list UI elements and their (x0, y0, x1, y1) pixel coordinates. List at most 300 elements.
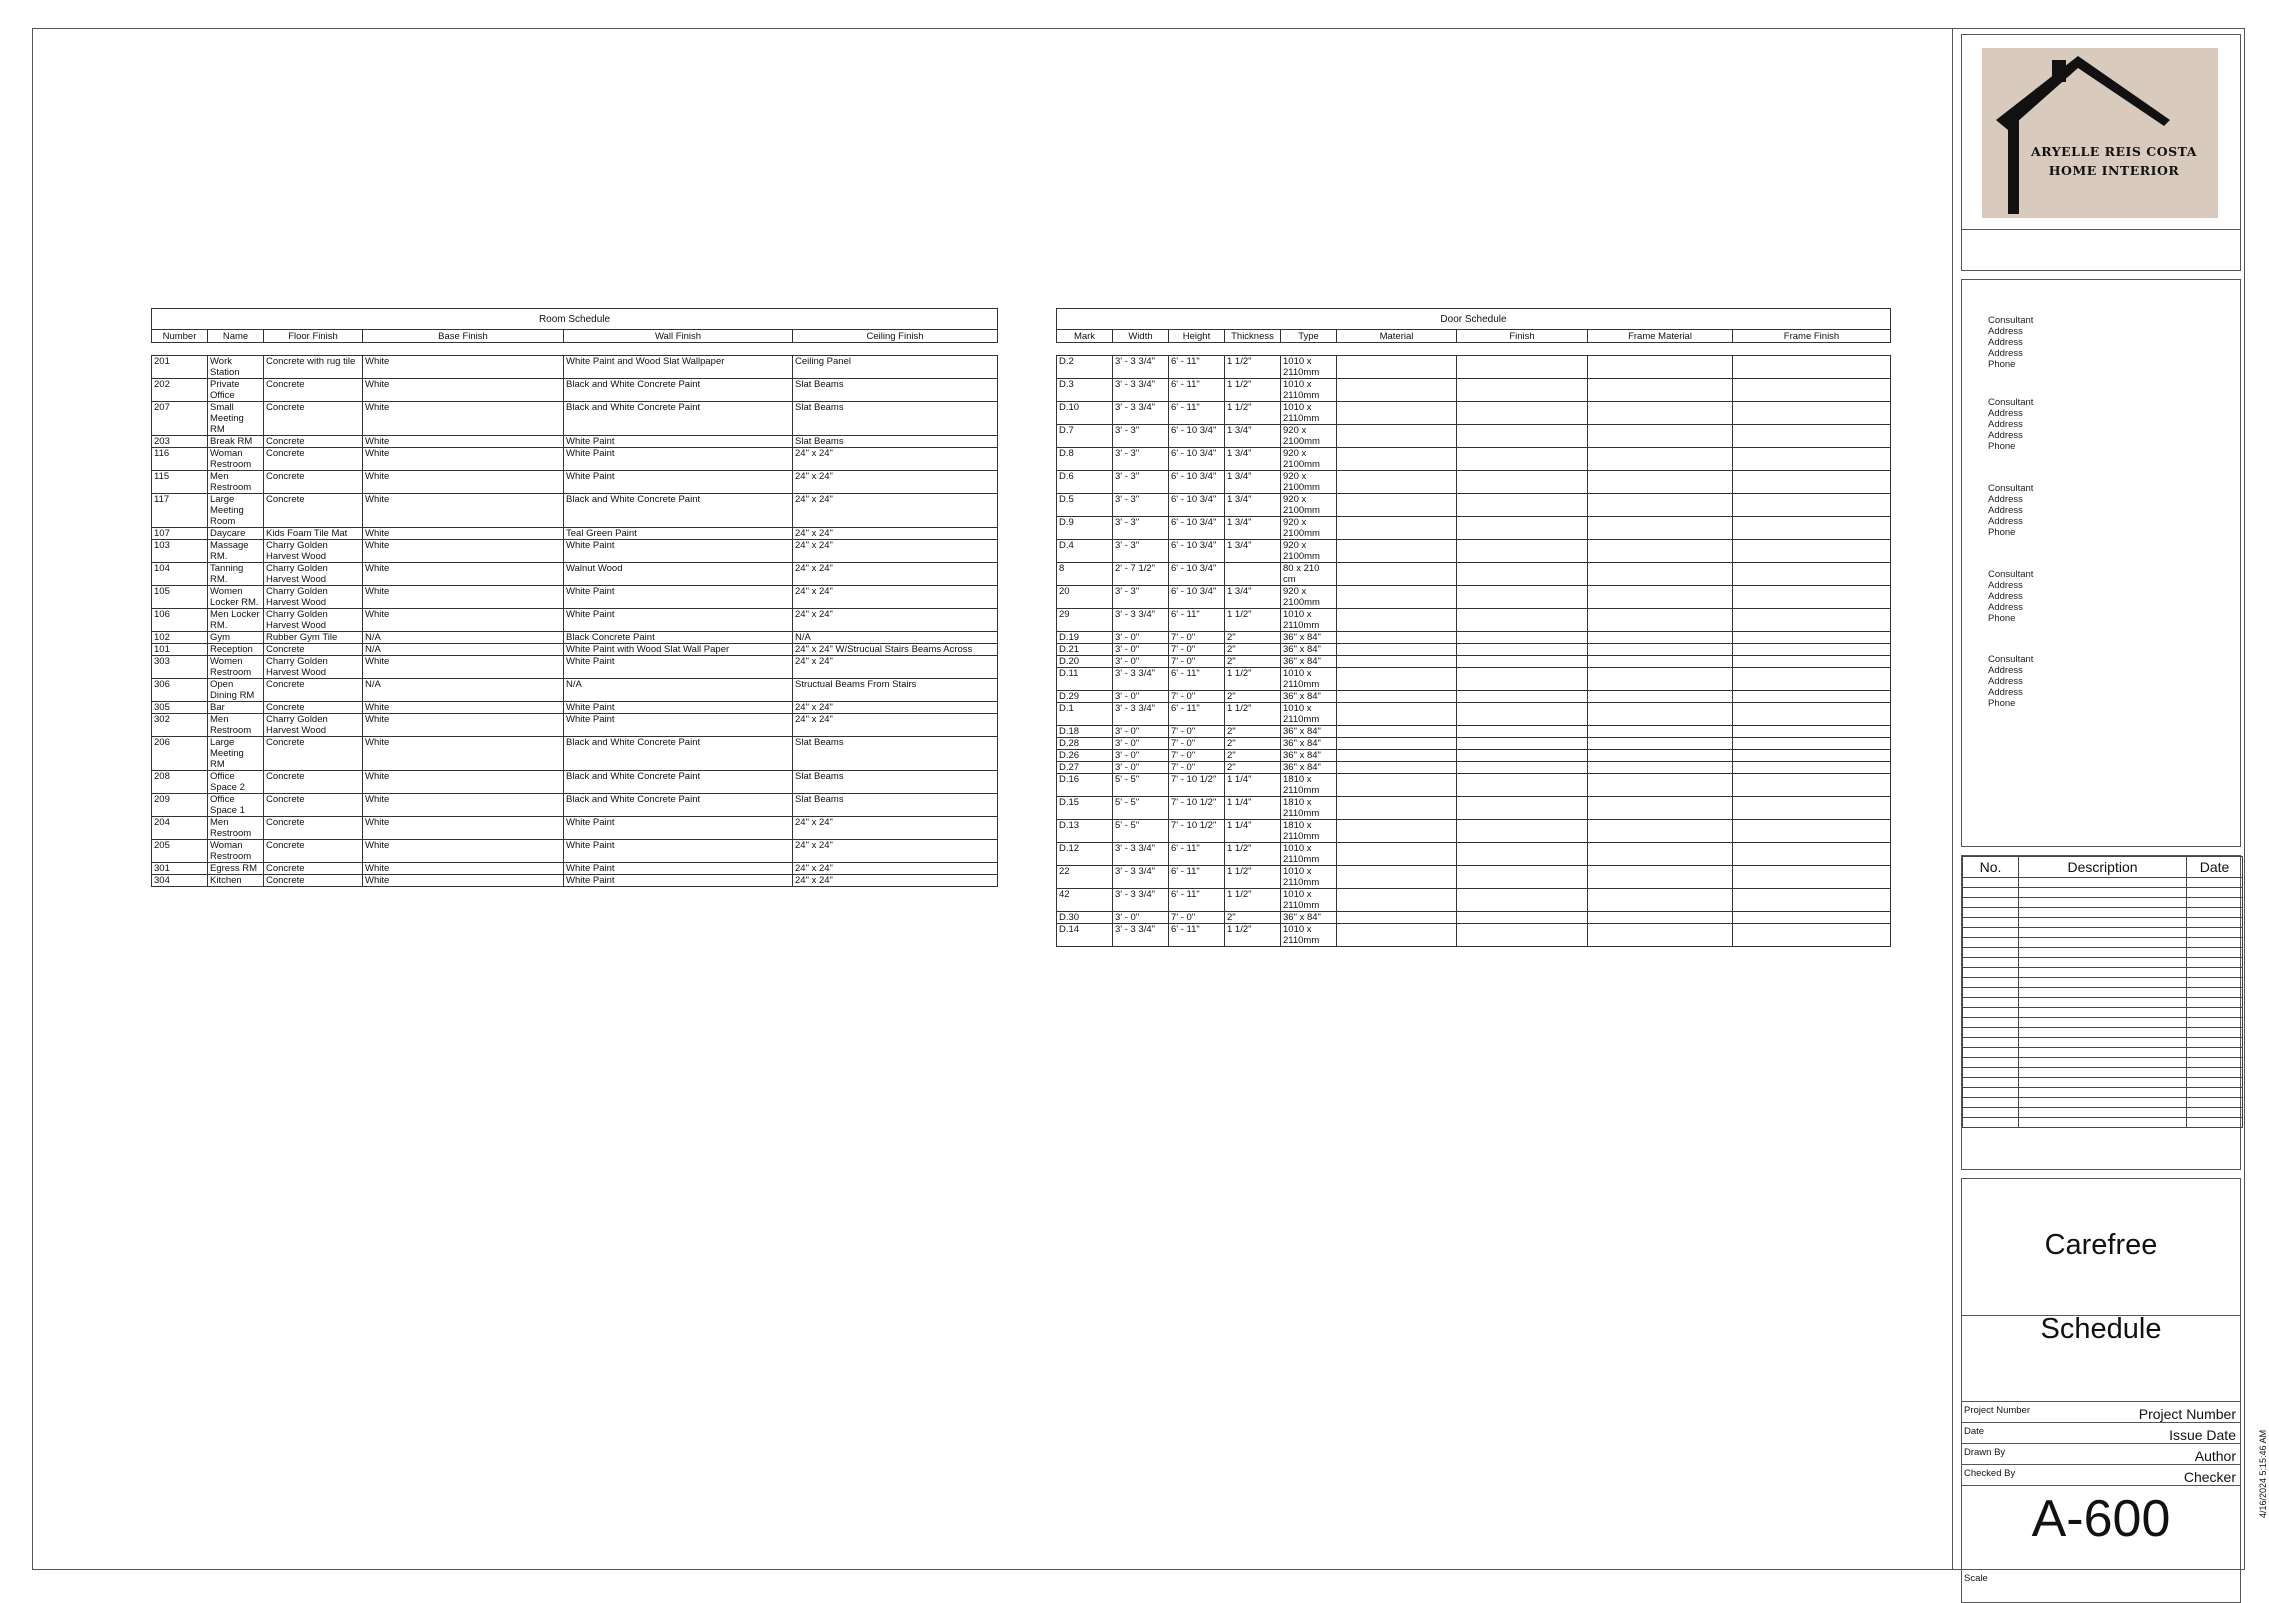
table-cell: D.12 (1057, 843, 1113, 866)
table-cell: White (363, 563, 564, 586)
revision-cell (1963, 928, 2019, 938)
revision-cell (2019, 968, 2187, 978)
table-cell (1588, 889, 1733, 912)
revision-row (1963, 1088, 2243, 1098)
revisions-panel (1961, 855, 2241, 1170)
table-cell: Woman Restroom (208, 448, 264, 471)
table-cell (1337, 494, 1457, 517)
table-cell: D.19 (1057, 632, 1113, 644)
table-cell: White (363, 471, 564, 494)
consultant-block (1988, 397, 2033, 452)
table-cell (1457, 726, 1588, 738)
revision-cell (2187, 988, 2243, 998)
table-cell: 36" x 84" (1281, 644, 1337, 656)
revision-cell (1963, 1008, 2019, 1018)
table-cell: 36" x 84" (1281, 912, 1337, 924)
table-cell: 24" x 24" (793, 609, 998, 632)
room-row (152, 771, 998, 794)
table-cell: 1 1/2" (1225, 889, 1281, 912)
room-schedule-title: Room Schedule (152, 309, 998, 330)
revisions-body (1963, 878, 2243, 1128)
table-cell (1588, 726, 1733, 738)
table-cell: D.20 (1057, 656, 1113, 668)
table-cell: 7' - 0" (1169, 726, 1225, 738)
table-cell: 303 (152, 656, 208, 679)
table-cell: 1810 x 2110mm (1281, 774, 1337, 797)
table-cell: 2" (1225, 762, 1281, 774)
table-cell (1733, 750, 1891, 762)
table-cell: Concrete (264, 379, 363, 402)
table-cell: D.8 (1057, 448, 1113, 471)
door-row (1057, 644, 1891, 656)
table-cell: Slat Beams (793, 436, 998, 448)
table-cell: 117 (152, 494, 208, 528)
table-cell: Black and White Concrete Paint (564, 737, 793, 771)
table-cell: D.11 (1057, 668, 1113, 691)
room-schedule-table (151, 308, 998, 887)
date-value: Issue Date (2169, 1427, 2236, 1443)
revision-cell (2019, 888, 2187, 898)
table-cell: 7' - 0" (1169, 632, 1225, 644)
table-cell: D.27 (1057, 762, 1113, 774)
table-cell: Concrete with rug tile (264, 356, 363, 379)
table-cell: 24" x 24" (793, 563, 998, 586)
table-cell: White Paint (564, 448, 793, 471)
table-cell (1337, 402, 1457, 425)
table-cell: 6' - 10 3/4" (1169, 471, 1225, 494)
table-cell: 6' - 11" (1169, 924, 1225, 947)
table-cell (1588, 540, 1733, 563)
table-cell: 5' - 5" (1113, 820, 1169, 843)
table-cell: 1 3/4" (1225, 494, 1281, 517)
table-cell (1457, 356, 1588, 379)
revision-cell (1963, 1088, 2019, 1098)
consultant-phone: Phone (1988, 441, 2016, 452)
checked-by-label: Checked By (1964, 1468, 2016, 1479)
table-cell: 1 3/4" (1225, 448, 1281, 471)
consultant-name: Consultant (1988, 315, 2034, 326)
revision-row (1963, 928, 2243, 938)
table-cell: D.14 (1057, 924, 1113, 947)
table-cell: 6' - 10 3/4" (1169, 448, 1225, 471)
door-row (1057, 820, 1891, 843)
table-cell: Work Station (208, 356, 264, 379)
door-schedule-header-row (1057, 330, 1891, 343)
table-cell: White (363, 540, 564, 563)
door-row (1057, 762, 1891, 774)
room-row (152, 586, 998, 609)
room-row (152, 609, 998, 632)
table-cell (1588, 750, 1733, 762)
project-name: Carefree (2044, 1229, 2158, 1261)
table-cell (1588, 912, 1733, 924)
table-cell: 7' - 0" (1169, 691, 1225, 703)
table-cell: 115 (152, 471, 208, 494)
consultants-panel (1961, 279, 2241, 847)
revision-description-header: Description (2019, 857, 2187, 878)
revision-cell (2019, 1008, 2187, 1018)
revision-cell (1963, 908, 2019, 918)
revision-cell (2187, 1098, 2243, 1108)
table-cell: Open Dining RM (208, 679, 264, 702)
table-cell: 1010 x 2110mm (1281, 609, 1337, 632)
table-cell: 302 (152, 714, 208, 737)
room-row (152, 402, 998, 436)
table-cell (1337, 471, 1457, 494)
revision-cell (1963, 978, 2019, 988)
table-cell: White Paint (564, 609, 793, 632)
consultant-name: Consultant (1988, 569, 2034, 580)
table-cell: 3' - 3 3/4" (1113, 402, 1169, 425)
table-cell (1588, 924, 1733, 947)
table-cell: 1 1/2" (1225, 609, 1281, 632)
table-cell: 3' - 3" (1113, 517, 1169, 540)
revisions-table (1962, 856, 2243, 1128)
table-cell (1588, 797, 1733, 820)
table-cell: Office Space 2 (208, 771, 264, 794)
table-cell (1457, 644, 1588, 656)
table-cell: 7' - 10 1/2" (1169, 797, 1225, 820)
table-cell (1733, 762, 1891, 774)
door-row (1057, 866, 1891, 889)
table-cell (1337, 738, 1457, 750)
table-cell: D.29 (1057, 691, 1113, 703)
table-cell: Concrete (264, 771, 363, 794)
table-cell: White Paint (564, 540, 793, 563)
revision-cell (2187, 1118, 2243, 1128)
logo-tagline: HOME INTERIOR (2048, 163, 2180, 178)
table-cell: 36" x 84" (1281, 750, 1337, 762)
table-cell: 1010 x 2110mm (1281, 379, 1337, 402)
project-number-value: Project Number (2138, 1406, 2236, 1422)
table-cell: Slat Beams (793, 402, 998, 436)
title-block (1952, 28, 2245, 1584)
table-cell: 7' - 0" (1169, 750, 1225, 762)
table-cell: Black and White Concrete Paint (564, 379, 793, 402)
table-cell: 6' - 10 3/4" (1169, 494, 1225, 517)
table-cell: 3' - 3 3/4" (1113, 889, 1169, 912)
table-cell: Massage RM. (208, 540, 264, 563)
table-cell: 24" x 24" (793, 586, 998, 609)
table-cell (1337, 750, 1457, 762)
table-cell: White Paint with Wood Slat Wall Paper (564, 644, 793, 656)
table-cell: Concrete (264, 494, 363, 528)
table-cell: 6' - 11" (1169, 356, 1225, 379)
drawing-area (32, 28, 1952, 1570)
table-cell: 3' - 3" (1113, 425, 1169, 448)
table-cell: 36" x 84" (1281, 738, 1337, 750)
table-cell: 24" x 24" (793, 875, 998, 887)
revision-cell (1963, 1058, 2019, 1068)
table-cell: 24" x 24" (793, 702, 998, 714)
door-row (1057, 774, 1891, 797)
scale-label: Scale (1964, 1573, 1988, 1584)
consultant-address: Address (1988, 408, 2023, 419)
table-cell: 3' - 3 3/4" (1113, 924, 1169, 947)
table-cell: Walnut Wood (564, 563, 793, 586)
table-cell: Concrete (264, 448, 363, 471)
table-cell: D.5 (1057, 494, 1113, 517)
room-row (152, 702, 998, 714)
table-cell: Concrete (264, 737, 363, 771)
table-cell: Women Restroom (208, 656, 264, 679)
logo-panel (1961, 34, 2241, 229)
table-cell (1337, 609, 1457, 632)
table-cell: 3' - 0" (1113, 726, 1169, 738)
consultant-block (1988, 654, 2033, 709)
table-cell: 7' - 0" (1169, 644, 1225, 656)
table-cell: Concrete (264, 644, 363, 656)
table-cell: D.10 (1057, 402, 1113, 425)
table-cell: 6' - 10 3/4" (1169, 540, 1225, 563)
table-cell: White Paint (564, 863, 793, 875)
table-cell (1457, 738, 1588, 750)
revision-cell (2019, 988, 2187, 998)
room-schedule-header-row (152, 330, 998, 343)
table-cell: 1010 x 2110mm (1281, 703, 1337, 726)
room-row (152, 379, 998, 402)
table-cell (1733, 889, 1891, 912)
table-cell (1588, 425, 1733, 448)
door-row (1057, 517, 1891, 540)
room-row (152, 863, 998, 875)
table-cell: 103 (152, 540, 208, 563)
revision-cell (1963, 898, 2019, 908)
table-cell: Concrete (264, 863, 363, 875)
table-cell: 1 1/2" (1225, 866, 1281, 889)
table-cell (1733, 726, 1891, 738)
table-cell (1588, 356, 1733, 379)
revision-cell (2019, 1018, 2187, 1028)
revision-row (1963, 1038, 2243, 1048)
table-cell: 80 x 210 cm (1281, 563, 1337, 586)
table-cell: 3' - 0" (1113, 632, 1169, 644)
table-cell (1337, 448, 1457, 471)
project-info-panel (1961, 1178, 2241, 1603)
revision-cell (2187, 1048, 2243, 1058)
consultant-name: Consultant (1988, 654, 2034, 665)
table-cell: 1010 x 2110mm (1281, 889, 1337, 912)
table-cell (1457, 703, 1588, 726)
table-cell (1337, 668, 1457, 691)
table-cell (1588, 703, 1733, 726)
table-cell (1337, 703, 1457, 726)
table-cell (1225, 563, 1281, 586)
table-cell: Concrete (264, 436, 363, 448)
table-cell: 2" (1225, 738, 1281, 750)
table-cell: 24" x 24" (793, 540, 998, 563)
table-cell: Slat Beams (793, 379, 998, 402)
revision-row (1963, 998, 2243, 1008)
revision-cell (2019, 1108, 2187, 1118)
table-cell: Break RM (208, 436, 264, 448)
table-cell (1457, 540, 1588, 563)
table-cell (1588, 563, 1733, 586)
checked-by-row (1962, 1464, 2240, 1486)
table-cell (1457, 774, 1588, 797)
room-row (152, 528, 998, 540)
table-cell: 3' - 3 3/4" (1113, 379, 1169, 402)
table-cell: 1010 x 2110mm (1281, 356, 1337, 379)
table-cell: D.4 (1057, 540, 1113, 563)
table-cell (1588, 379, 1733, 402)
consultant-phone: Phone (1988, 698, 2016, 709)
consultant-address: Address (1988, 687, 2023, 698)
table-cell (1733, 609, 1891, 632)
revision-cell (1963, 1118, 2019, 1128)
revision-cell (2187, 1088, 2243, 1098)
door-row (1057, 540, 1891, 563)
revision-cell (2019, 948, 2187, 958)
revision-row (1963, 1078, 2243, 1088)
table-cell (1457, 750, 1588, 762)
table-cell: 3' - 3" (1113, 494, 1169, 517)
column-header: Material (1337, 330, 1457, 343)
table-cell (1337, 563, 1457, 586)
revision-cell (2187, 938, 2243, 948)
consultant-phone: Phone (1988, 527, 2016, 538)
column-header: Frame Finish (1733, 330, 1891, 343)
table-cell (1337, 586, 1457, 609)
table-cell: 202 (152, 379, 208, 402)
table-cell: 24" x 24" (793, 863, 998, 875)
table-cell (1457, 609, 1588, 632)
revision-cell (2019, 978, 2187, 988)
sheet-number: A-600 (2031, 1490, 2171, 1548)
revision-row (1963, 958, 2243, 968)
table-cell: D.28 (1057, 738, 1113, 750)
room-row (152, 632, 998, 644)
room-row (152, 714, 998, 737)
table-cell: White (363, 817, 564, 840)
door-row (1057, 691, 1891, 703)
table-cell: 20 (1057, 586, 1113, 609)
revision-cell (1963, 1048, 2019, 1058)
table-cell: White (363, 436, 564, 448)
table-cell (1588, 517, 1733, 540)
revision-row (1963, 908, 2243, 918)
project-number-label: Project Number (1964, 1405, 2030, 1416)
drawn-by-value: Author (2194, 1448, 2236, 1464)
column-header: Name (208, 330, 264, 343)
table-cell: White (363, 737, 564, 771)
revision-cell (2187, 978, 2243, 988)
table-cell: 3' - 0" (1113, 762, 1169, 774)
table-cell: 3' - 3 3/4" (1113, 356, 1169, 379)
table-cell: D.13 (1057, 820, 1113, 843)
table-cell: 920 x 2100mm (1281, 517, 1337, 540)
column-header: Thickness (1225, 330, 1281, 343)
table-cell: Charry Golden Harvest Wood (264, 563, 363, 586)
table-cell: 36" x 84" (1281, 691, 1337, 703)
table-cell: 1010 x 2110mm (1281, 843, 1337, 866)
table-cell (1337, 726, 1457, 738)
revision-cell (1963, 1078, 2019, 1088)
revision-cell (1963, 1038, 2019, 1048)
table-cell: Egress RM (208, 863, 264, 875)
checked-by-value: Checker (2183, 1469, 2236, 1485)
table-cell (1337, 517, 1457, 540)
table-cell: 36" x 84" (1281, 632, 1337, 644)
table-cell: White (363, 402, 564, 436)
table-cell: White Paint (564, 840, 793, 863)
room-row (152, 875, 998, 887)
table-cell: 1810 x 2110mm (1281, 820, 1337, 843)
room-row (152, 436, 998, 448)
column-header: Frame Material (1588, 330, 1733, 343)
table-cell: 24" x 24" W/Strucual Stairs Beams Across (793, 644, 998, 656)
room-schedule-body (152, 356, 998, 887)
table-cell: D.2 (1057, 356, 1113, 379)
table-cell: D.26 (1057, 750, 1113, 762)
revision-row (1963, 1108, 2243, 1118)
door-row (1057, 750, 1891, 762)
revision-cell (1963, 938, 2019, 948)
table-cell: White Paint (564, 436, 793, 448)
table-cell: 2" (1225, 691, 1281, 703)
table-cell: 6' - 11" (1169, 402, 1225, 425)
table-cell: D.7 (1057, 425, 1113, 448)
table-cell: 3' - 3" (1113, 540, 1169, 563)
revision-cell (2187, 1038, 2243, 1048)
table-cell: 207 (152, 402, 208, 436)
table-cell: 6' - 10 3/4" (1169, 563, 1225, 586)
table-cell: Bar (208, 702, 264, 714)
consultant-address: Address (1988, 505, 2023, 516)
table-cell: Rubber Gym Tile (264, 632, 363, 644)
table-cell: 24" x 24" (793, 714, 998, 737)
table-cell: Slat Beams (793, 737, 998, 771)
table-cell: 306 (152, 679, 208, 702)
table-cell: 1 1/2" (1225, 356, 1281, 379)
table-cell: D.3 (1057, 379, 1113, 402)
table-cell (1337, 540, 1457, 563)
table-cell: Concrete (264, 875, 363, 887)
door-schedule-table (1056, 308, 1891, 947)
revision-cell (1963, 998, 2019, 1008)
consultant-address: Address (1988, 591, 2023, 602)
table-cell: White (363, 794, 564, 817)
table-cell: 1 1/2" (1225, 703, 1281, 726)
table-cell (1588, 843, 1733, 866)
consultant-phone: Phone (1988, 613, 2016, 624)
room-row (152, 356, 998, 379)
table-cell: 1 1/2" (1225, 402, 1281, 425)
table-cell (1733, 703, 1891, 726)
table-cell: 1 1/2" (1225, 924, 1281, 947)
print-timestamp: 4/16/2024 5:15:46 AM (2258, 1429, 2268, 1518)
revision-row (1963, 1028, 2243, 1038)
table-cell: Concrete (264, 679, 363, 702)
table-cell (1588, 494, 1733, 517)
table-cell: Women Locker RM. (208, 586, 264, 609)
table-cell: Woman Restroom (208, 840, 264, 863)
table-cell (1733, 644, 1891, 656)
date-label: Date (1964, 1426, 1985, 1437)
room-row (152, 794, 998, 817)
table-cell (1337, 866, 1457, 889)
table-cell (1733, 471, 1891, 494)
table-cell: Teal Green Paint (564, 528, 793, 540)
revision-cell (2019, 928, 2187, 938)
table-cell (1588, 586, 1733, 609)
door-row (1057, 632, 1891, 644)
revision-cell (2187, 888, 2243, 898)
table-cell (1457, 889, 1588, 912)
table-cell: 1 3/4" (1225, 586, 1281, 609)
company-logo (1982, 48, 2218, 218)
table-cell: 29 (1057, 609, 1113, 632)
